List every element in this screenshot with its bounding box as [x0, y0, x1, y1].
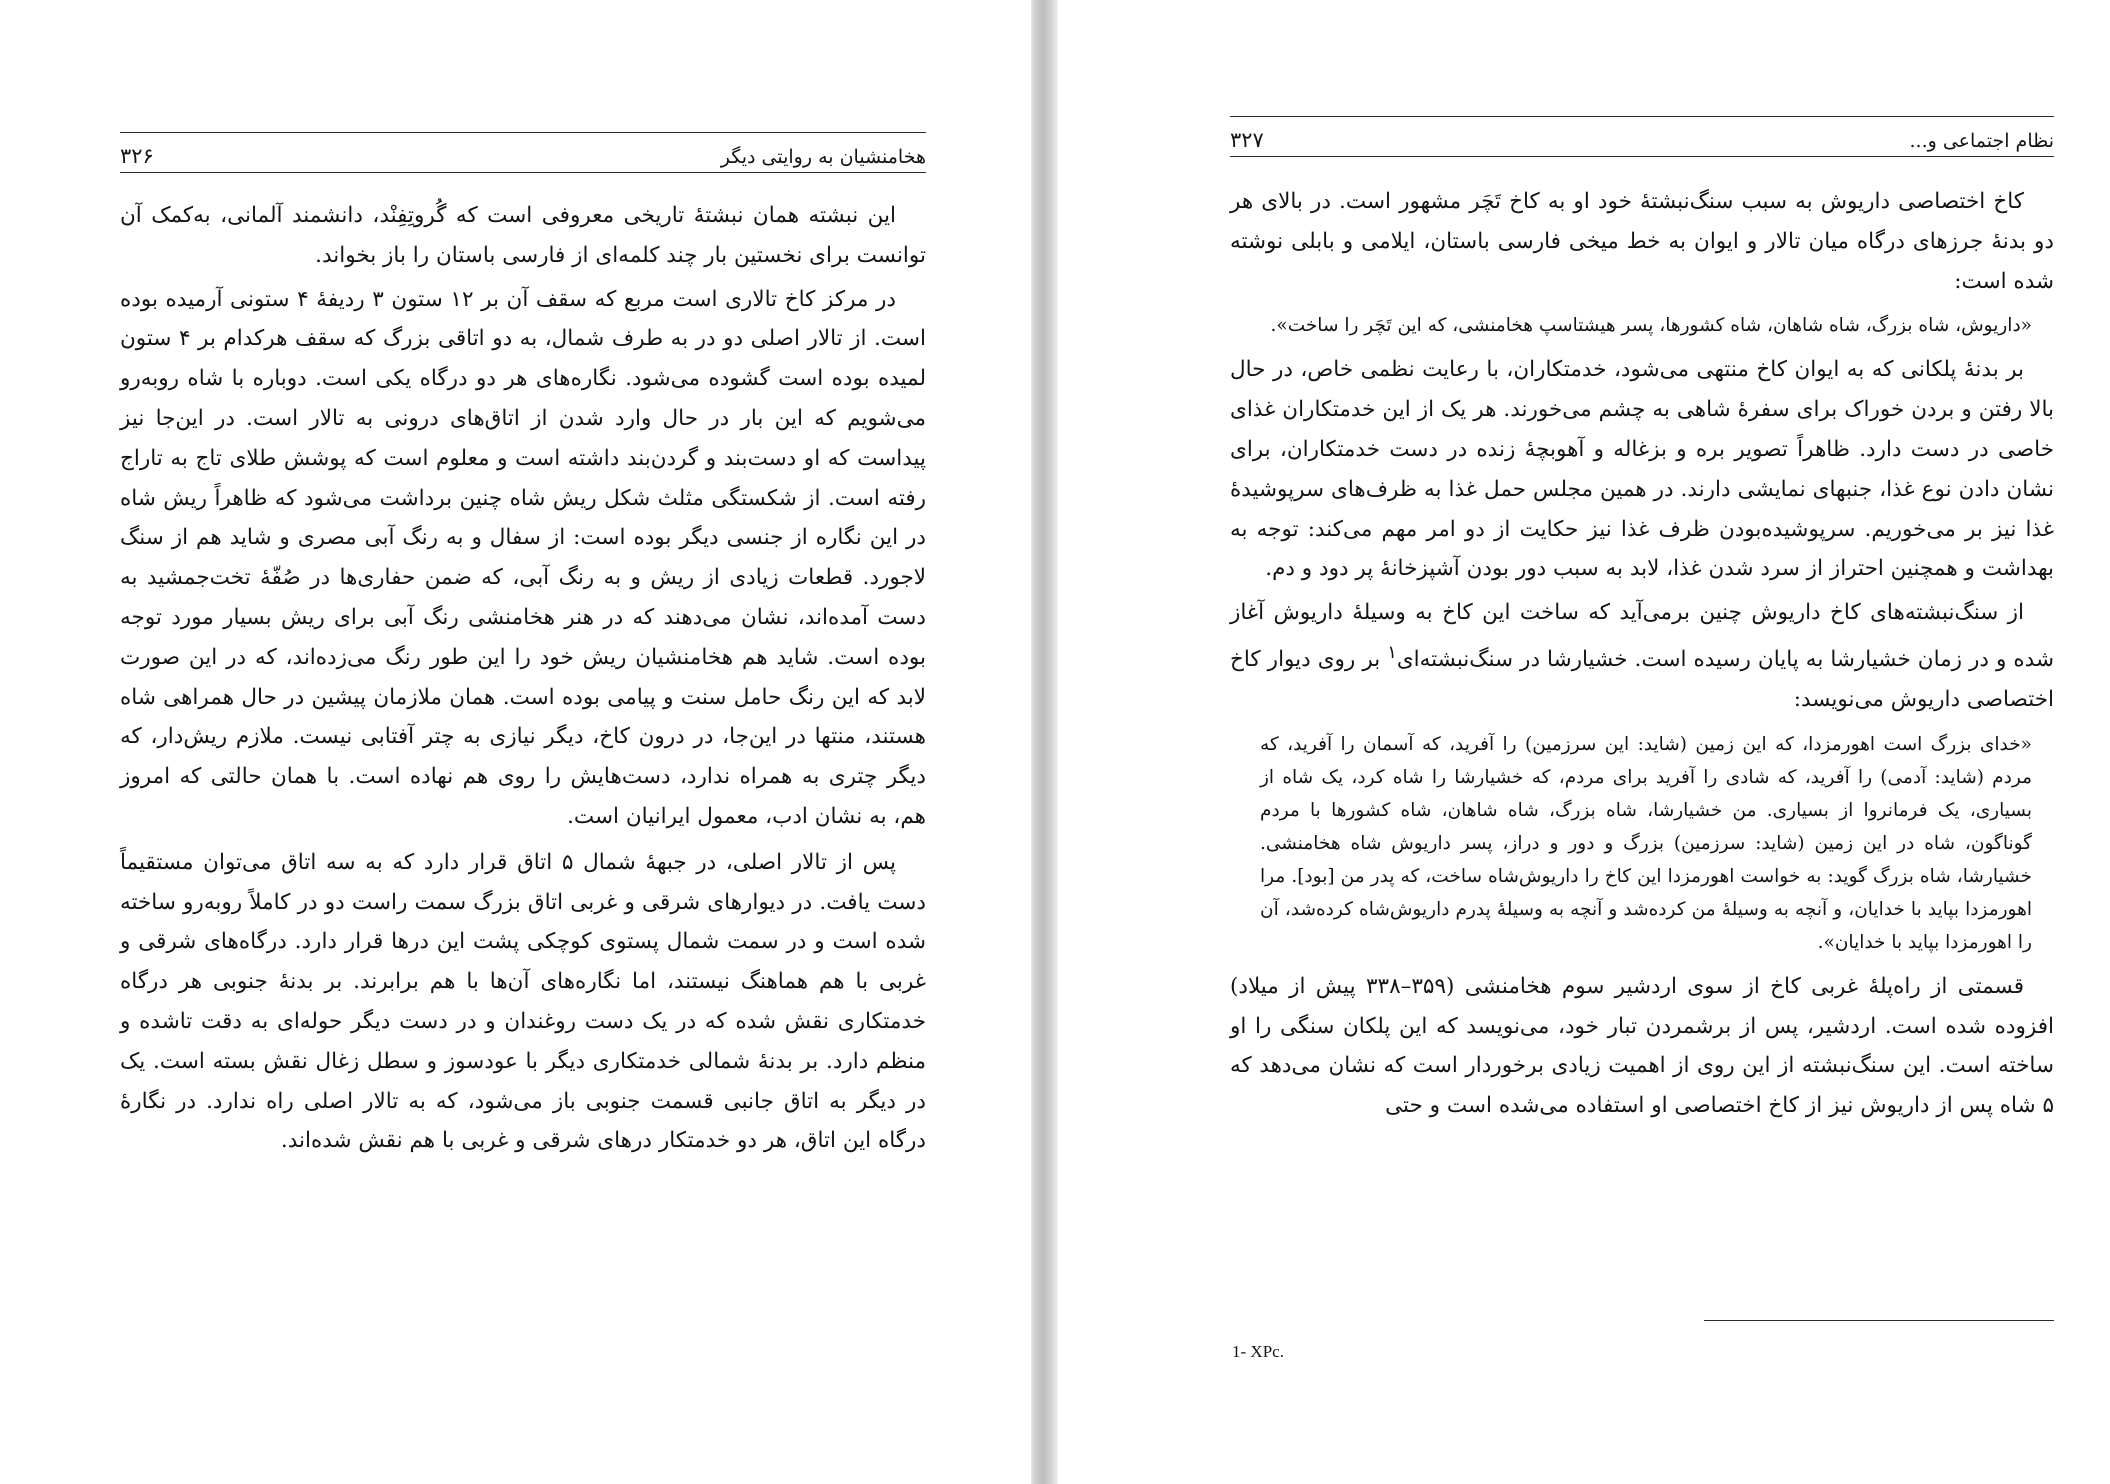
paragraph-text: بر روی دیوار کاخ اختصاصی داریوش می‌نویسد: [1230, 647, 2054, 712]
paragraph [1230, 593, 2054, 720]
paragraph: در مرکز کاخ تالاری است مربع که سقف آن بر ۱۲ ستون ۳ ردیفهٔ ۴ ستونی آرمیده بوده است. از تالار اصلی دو در به طرف شمال، به دو اتاقی بزرگ که سقف هرکدام بر ۴ ستون لمیده بوده است گشوده می‌شود. نگاره‌های هر دو درگاه یکی است. دوباره با شاه روبه‌رو می‌شویم که این بار در حال وارد شدن از اتاق‌های درونی به تالار است. در این‌جا نیز پیداست که او دست‌بند و گردن‌بند داشته است و معلوم است که پوشش طلای تاج به تاراج رفته است. از شکستگی مثلث شکل ریش شاه چنین برداشت می‌شود که ظاهراً ریش شاه در این نگاره از جنسی دیگر بوده است: از سفال و به رنگ آبی مصری و شاید هم از سنگ لاجورد. قطعات زیادی از ریش و به رنگ آبی، که ضمن حفاری‌ها در صُفّهٔ تخت‌جمشید به دست آمده‌اند، نشان می‌دهند که در هنر هخامنشی رنگ آبی برای ریش بسیار مورد توجه بوده است. شاید هم هخامنشیان ریش خود را این طور رنگ می‌زده‌اند، که در این صورت لابد که این رنگ حامل سنت و پیامی بوده است. همان ملازمان پیشین در حال همراهی شاه هستند، منتها در این‌جا، در درون کاخ، دیگر نیازی به چتر آفتابی نیست. ملازم ریش‌دار، که دیگر چتری به همراه ندارد، دست‌هایش را روی هم نهاده است. با همان حالتی که امروز هم، به نشان ادب، معمول ایرانیان است. [120, 286, 926, 829]
book-gutter [1031, 0, 1058, 1484]
body-text [120, 196, 926, 1161]
footnote-rule [1704, 1320, 2054, 1321]
footnote: 1- XPc. [1232, 1342, 1284, 1361]
inscription-quote: «داریوش، شاه بزرگ، شاه شاهان، شاه کشورها، پسر هیشتاسپ هخامنشی، که این تَچَر را ساخت». [1270, 315, 2032, 337]
running-header [120, 134, 926, 168]
running-title: هخامنشیان به روایتی دیگر [720, 146, 926, 168]
footnote-marker: ۱ [1387, 641, 1397, 663]
left-page [0, 0, 1031, 1484]
running-header [1230, 118, 2054, 152]
paragraph: قسمتی از راه‌پلهٔ غربی کاخ از سوی اردشیر سوم هخامنشی (۳۵۹–۳۳۸ پیش از میلاد) افزوده شده است. اردشیر، پس از برشمردن تبار خود، می‌نویسد که این پلکان سنگی را او ساخته است. این سنگ‌نبشته از این روی از اهمیت زیادی برخوردار است که نشان می‌دهد که ۵ شاه پس از داریوش نیز از کاخ اختصاصی او استفاده می‌شده است و حتی [1230, 973, 2054, 1119]
page-number: ۳۲۶ [120, 144, 154, 168]
paragraph: کاخ اختصاصی داریوش به سبب سنگ‌نبشتهٔ خود او به کاخ تَچَر مشهور است. در بالای هر دو بدنهٔ جرزهای درگاه میان تالار و ایوان به خط میخی فارسی باستان، ایلامی و بابلی نوشته شده است: [1230, 189, 2054, 294]
header-rule-top [120, 132, 926, 133]
paragraph: پس از تالار اصلی، در جبههٔ شمال ۵ اتاق قرار دارد که به سه اتاق می‌توان مستقیماً دست یافت. در دیوارهای شرقی و غربی اتاق بزرگ سمت راست دو در کاملاً روبه‌رو ساخته شده است و در سمت شمال پستوی کوچکی پشت این درها قرار دارد. درگاه‌های شرقی و غربی با هم هماهنگ نیستند، اما نگاره‌های آن‌ها با هم برابرند. بر بدنهٔ جنوبی هر درگاه خدمتکاری نقش شده که در یک دست روغندان و در دست دیگر حوله‌ای به دقت تاشده و منظم دارد. بر بدنهٔ شمالی خدمتکاری دیگر با عودسوز و سطل زغال نقش بسته است. یک در دیگر به اتاق جانبی قسمت جنوبی باز می‌شود، که به تالار اصلی راه ندارد. در نگارهٔ درگاه این اتاق، هر دو خدمتکار درهای شرقی و غربی با هم نقش شده‌اند. [120, 849, 926, 1154]
running-title: نظام اجتماعی و... [1909, 130, 2054, 152]
paragraph-text: از سنگ‌نبشته‌های کاخ داریوش چنین برمی‌آید که ساخت این کاخ به وسیلهٔ داریوش آغاز شده و در زمان خشیارشا به پایان رسیده است. خشیارشا در سنگ‌نبشته‌ای [1230, 600, 2054, 673]
paragraph: بر بدنهٔ پلکانی که به ایوان کاخ منتهی می‌شود، خدمتکاران، با رعایت نظمی خاص، در حال بالا رفتن و بردن خوراک برای سفرهٔ شاهی به چشم می‌خورند. هر یک از این خدمتکاران غذای خاصی در دست دارد. ظاهراً تصویر بره و بزغاله و آهوبچهٔ زنده در دست خدمتکاران، برای نشان دادن نوع غذا، جنبهای نمایشی دارند. در همین مجلس حمل غذا به ظرف‌های سرپوشیدهٔ غذا نیز بر می‌خوریم. سرپوشیده‌بودن ظرف غذا نیز حکایت از دو امر مهم می‌کند: توجه به بهداشت و همچنین احتراز از سرد شدن غذا، لابد به سبب دور بودن آشپزخانهٔ پر دود و دم. [1230, 357, 2054, 582]
body-text [1230, 182, 2054, 1126]
page-number: ۳۲۷ [1230, 128, 1264, 152]
right-page [1058, 0, 2110, 1484]
inscription-quote: «خدای بزرگ است اهورمزدا، که این زمین (شاید: این سرزمین) را آفرید، که آسمان را آفرید، که مردم (شاید: آدمی) را آفرید، که شادی را آفرید برای مردم، که خشیارشا را شاه کرد، یک شاه از بسیاری، یک فرمانروا از بسیاری. من خشیارشا، شاه بزرگ، شاه شاهان، شاه کشورها با مردم گوناگون، شاه در این زمین (شاید: سرزمین) بزرگ و دور و دراز، پسر داریوش شاه هخامنشی. خشیارشا، شاه بزرگ گوید: به خواست اهورمزدا این کاخ را داریوش‌شاه ساخت، که پدر من [بود]. مرا اهورمزدا بپاید با خدایان، و آنچه به وسیلهٔ من کرده‌شد و آنچه به وسیلهٔ پدرم داریوش‌شاه کرده‌شد، آن را اهورمزدا بپاید با خدایان». [1260, 733, 2032, 953]
header-rule-top [1230, 116, 2054, 117]
header-rule-bottom [120, 172, 926, 173]
paragraph: این نبشته همان نبشتهٔ تاریخی معروفی است که گُروتِفِنْد، دانشمند آلمانی، به‌کمک آن توانست برای نخستین بار چند کلمه‌ای از فارسی باستان را باز بخواند. [120, 203, 926, 268]
header-rule-bottom [1230, 156, 2054, 157]
